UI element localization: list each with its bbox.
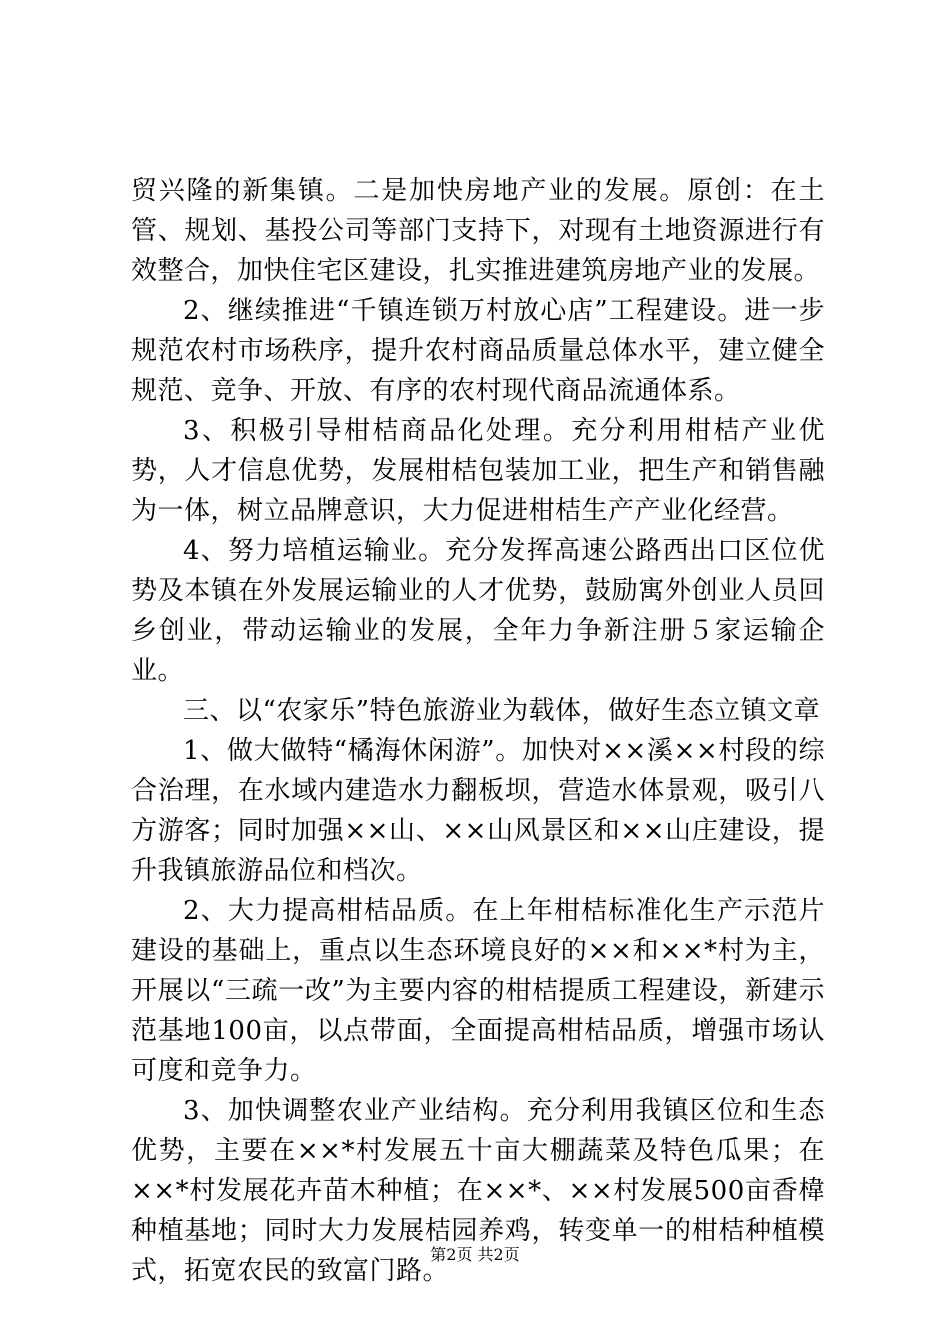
paragraph-item-3-citrus-processing: 3、积极引导柑桔商品化处理。充分利用柑桔产业优势，人才信息优势，发展柑桔包装加工业，把生产和销售融为一体，树立品牌意识，大力促进柑桔生产产业化经营。 — [131, 416, 825, 526]
paragraph-item-2-market: 2、继续推进“千镇连锁万村放心店”工程建设。进一步规范农村市场秩序，提升农村商品质量总体水平，建立健全规范、竞争、开放、有序的农村现代商品流通体系。 — [131, 296, 825, 406]
paragraph-item-4-transport: 4、努力培植运输业。充分发挥高速公路西出口区位优势及本镇在外发展运输业的人才优势，鼓励寓外创业人员回乡创业，带动运输业的发展，全年力争新注册５家运输企业。 — [131, 536, 825, 686]
paragraph-item-2-citrus-quality: 2、大力提高柑桔品质。在上年柑桔标准化生产示范片建设的基础上，重点以生态环境良好的××和××*村为主，开展以“三疏一改”为主要内容的柑桔提质工程建设，新建示范基地100亩，以点带面，全面提高柑桔品质，增强市场认可度和竞争力。 — [131, 896, 825, 1086]
paragraph-item-1-leisure-tour: 1、做大做特“橘海休闲游”。加快对××溪××村段的综合治理，在水域内建造水力翻板坝，营造水体景观，吸引八方游客；同时加强××山、××山风景区和××山庄建设，提升我镇旅游品位和档次。 — [131, 736, 825, 886]
paragraph-continuation: 贸兴隆的新集镇。二是加快房地产业的发展。原创：在土管、规划、基投公司等部门支持下，对现有土地资源进行有效整合，加快住宅区建设，扎实推进建筑房地产业的发展。 — [131, 176, 825, 286]
page-footer: 第2页 共2页 — [430, 1245, 520, 1264]
paragraph-item-3-agri-structure: 3、加快调整农业产业结构。充分利用我镇区位和生态优势，主要在××*村发展五十亩大棚蔬菜及特色瓜果；在××*村发展花卉苗木种植；在××*、××村发展500亩香椲种植基地；同时大力发展桔园养鸡，转变单一的柑桔种植模式，拓宽农民的致富门路。 — [131, 1096, 825, 1286]
section-heading-tourism: 三、以“农家乐”特色旅游业为载体，做好生态立镇文章 — [183, 696, 821, 726]
document-body — [131, 171, 825, 1291]
